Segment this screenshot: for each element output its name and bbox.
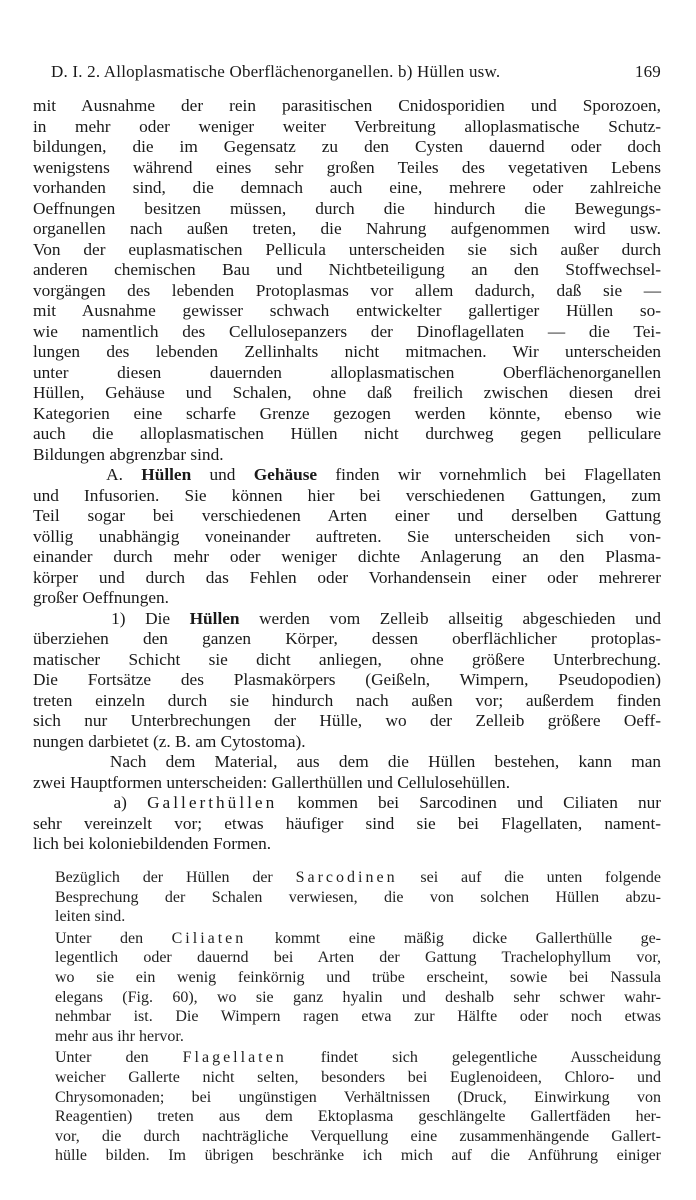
text-line: lungen des lebenden Zellinhalts nicht mitmachen. Wir unterscheiden xyxy=(33,342,661,361)
text-line: vorgängen des lebenden Protoplasmas vor allem dadurch, daß sie — xyxy=(33,280,661,300)
text-fragment: Unter den xyxy=(55,1049,149,1067)
text-line: organellen nach außen treten, die Nahrung aufgenommen wird usw. xyxy=(33,219,661,238)
text-line xyxy=(33,868,661,888)
running-head xyxy=(33,62,661,84)
text-line: und Infusorien. Sie können hier bei verschiedenen Gattungen, zum xyxy=(33,485,661,505)
text-line xyxy=(33,609,661,630)
text-line: mit Ausnahme gewisser schwach entwickelter gallertiger Hüllen so- xyxy=(33,301,661,320)
text-line: leiten sind. xyxy=(55,908,126,926)
text-line xyxy=(33,752,661,773)
text-line: Besprechung der Schalen verwiesen, die von solchen Hüllen abzu- xyxy=(55,888,661,906)
paragraph-gallerthuellen xyxy=(33,793,661,855)
term-gallerthuellen: Gallerthüllen xyxy=(147,793,278,812)
small-paragraph-sarcodinen xyxy=(33,868,661,927)
text-line: Kategorien eine scharfe Grenze gezogen werden könnte, ebenso wie xyxy=(33,403,661,423)
text-fragment: werden vom Zelleib allseitig abgeschieden und xyxy=(259,608,662,628)
paragraph-huellen-gehaeuse xyxy=(33,465,661,609)
text-line: weicher Gallerte nicht selten, besonders bei Euglenoideen, Chloro- und xyxy=(55,1068,661,1086)
text-line: matischer Schicht sie dicht anliegen, ohne größere Unterbrechung. xyxy=(33,649,661,669)
text-fragment: kommt eine mäßig dicke Gallerthülle ge- xyxy=(274,929,662,947)
text-line: wo sie ein wenig feinkörnig und trübe erscheint, sowie bei Nassula xyxy=(55,968,661,986)
text-line: Reagentien) treten aus dem Ektoplasma geschlängelte Gallertfäden her- xyxy=(55,1108,661,1126)
text-line: zwei Hauptformen unterscheiden: Gallerthüllen und Cellulosehüllen. xyxy=(33,772,511,792)
term-gehaeuse: Gehäuse xyxy=(253,465,318,484)
text-fragment: sei auf die unten folgende xyxy=(420,869,661,886)
text-fragment: Bezüglich der Hüllen der xyxy=(55,869,273,886)
text-line: lich bei koloniebildenden Formen. xyxy=(33,834,272,853)
text-line: Die Fortsätze des Plasmakörpers (Geißeln, Wimpern, Pseudopodien) xyxy=(33,670,661,689)
text-line: hülle bilden. Im übrigen beschränke ich mich auf die Anführung einiger xyxy=(55,1147,661,1165)
term-huellen-bold: Hüllen xyxy=(189,608,240,628)
text-line: völlig unabhängig voneinander auftreten. Sie unterscheiden sich von- xyxy=(33,526,661,546)
text-line: bildungen, die im Gegensatz zu den Cysten dauernd oder doch xyxy=(33,137,661,156)
text-line: Oeffnungen besitzen müssen, durch die hindurch die Bewegungs- xyxy=(33,198,661,218)
text-line xyxy=(33,465,661,486)
text-line: treten einzeln durch sie hindurch nach außen vor; außerdem finden xyxy=(33,690,661,710)
term-flagellaten: Flagellaten xyxy=(182,1049,287,1067)
text-line: nehmbar ist. Die Wimpern ragen etwa zur Hälfte oder noch etwas xyxy=(55,1008,661,1026)
paragraph-die-huellen xyxy=(33,609,661,753)
small-print-text xyxy=(33,868,661,1168)
text-fragment: und xyxy=(209,465,236,484)
text-line: in mehr oder weniger weiter Verbreitung alloplasmatische Schutz- xyxy=(33,116,661,136)
text-line: auch die alloplasmatischen Hüllen nicht durchweg gegen pelliculare xyxy=(33,424,661,443)
text-line: anderen chemischen Bau und Nichtbeteiligung an den Stoffwechsel- xyxy=(33,260,661,279)
text-line: elegans (Fig. 60), wo sie ganz hyalin und deshalb sehr schwer wahr- xyxy=(55,988,661,1006)
text-line: Von der euplasmatischen Pellicula unterscheiden sie sich außer durch xyxy=(33,239,661,259)
text-fragment: 1) Die xyxy=(111,608,171,628)
text-line: Bildungen abgrenzbar sind. xyxy=(33,444,224,464)
text-fragment: a) xyxy=(113,793,127,812)
term-ciliaten: Ciliaten xyxy=(171,929,247,947)
text-fragment: finden wir vornehmlich bei Flagellaten xyxy=(335,465,661,484)
text-line: sich nur Unterbrechungen der Hülle, wo der Zelleib größere Oeff- xyxy=(33,711,661,730)
small-paragraph-flagellaten xyxy=(33,1048,661,1166)
small-paragraph-ciliaten xyxy=(33,929,661,1047)
text-line: Chrysomonaden; bei ungünstigen Verhältnissen (Druck, Einwirkung von xyxy=(55,1088,661,1106)
text-line: einander durch mehr oder weniger dichte Anlagerung an den Plasma- xyxy=(33,547,661,566)
text-line: vor, die durch nachträgliche Verquellung eine zusammenhängende Gallert- xyxy=(55,1127,661,1145)
text-line: mit Ausnahme der rein parasitischen Cnidosporidien und Sporozoen, xyxy=(33,96,661,115)
text-line: wie namentlich des Cellulosepanzers der Dinoflagellaten — die Tei- xyxy=(33,321,661,341)
page-number: 169 xyxy=(634,62,661,81)
text-line xyxy=(33,793,661,814)
text-line: legentlich oder dauernd bei Arten der Gattung Trachelophyllum vor, xyxy=(55,949,661,967)
section-label: A. xyxy=(106,465,123,484)
text-fragment: Nach dem Material, aus dem die Hüllen bestehen, kann man xyxy=(109,752,662,771)
text-line xyxy=(33,1048,661,1068)
text-line: mehr aus ihr hervor. xyxy=(55,1027,184,1045)
text-line: Hüllen, Gehäuse und Schalen, ohne daß freilich zwischen diesen drei xyxy=(33,383,661,402)
text-line: wenigstens während eines sehr großen Teiles des vegetativen Lebens xyxy=(33,157,661,177)
text-line: nungen darbietet (z. B. am Cytostoma). xyxy=(33,731,306,751)
text-line: vorhanden sind, die demnach auch eine, mehrere oder zahlreiche xyxy=(33,178,661,197)
running-head-title: D. I. 2. Alloplasmatische Oberflächenorganellen. b) Hüllen usw. xyxy=(51,62,501,81)
text-line: großer Oeffnungen. xyxy=(33,588,169,607)
paragraph-material xyxy=(33,752,661,793)
term-sarcodinen: Sarcodinen xyxy=(295,869,398,886)
text-line: Teil sogar bei verschiedenen Arten einer und derselben Gattung xyxy=(33,506,661,525)
text-line: überziehen den ganzen Körper, dessen oberflächlicher protoplas- xyxy=(33,629,661,648)
text-fragment: Unter den xyxy=(55,929,144,947)
main-text xyxy=(33,96,661,855)
text-fragment: kommen bei Sarcodinen und Ciliaten nur xyxy=(297,793,661,812)
paragraph-intro xyxy=(33,96,661,465)
term-huellen: Hüllen xyxy=(141,465,192,484)
text-line: unter diesen dauernden alloplasmatischen Oberflächenorganellen xyxy=(33,362,661,382)
text-fragment: findet sich gelegentliche Ausscheidung xyxy=(320,1049,662,1067)
text-line: körper und durch das Fehlen oder Vorhandensein einer oder mehrerer xyxy=(33,567,661,587)
text-line: sehr vereinzelt vor; etwas häufiger sind sie bei Flagellaten, nament- xyxy=(33,813,661,833)
text-line xyxy=(33,929,661,949)
